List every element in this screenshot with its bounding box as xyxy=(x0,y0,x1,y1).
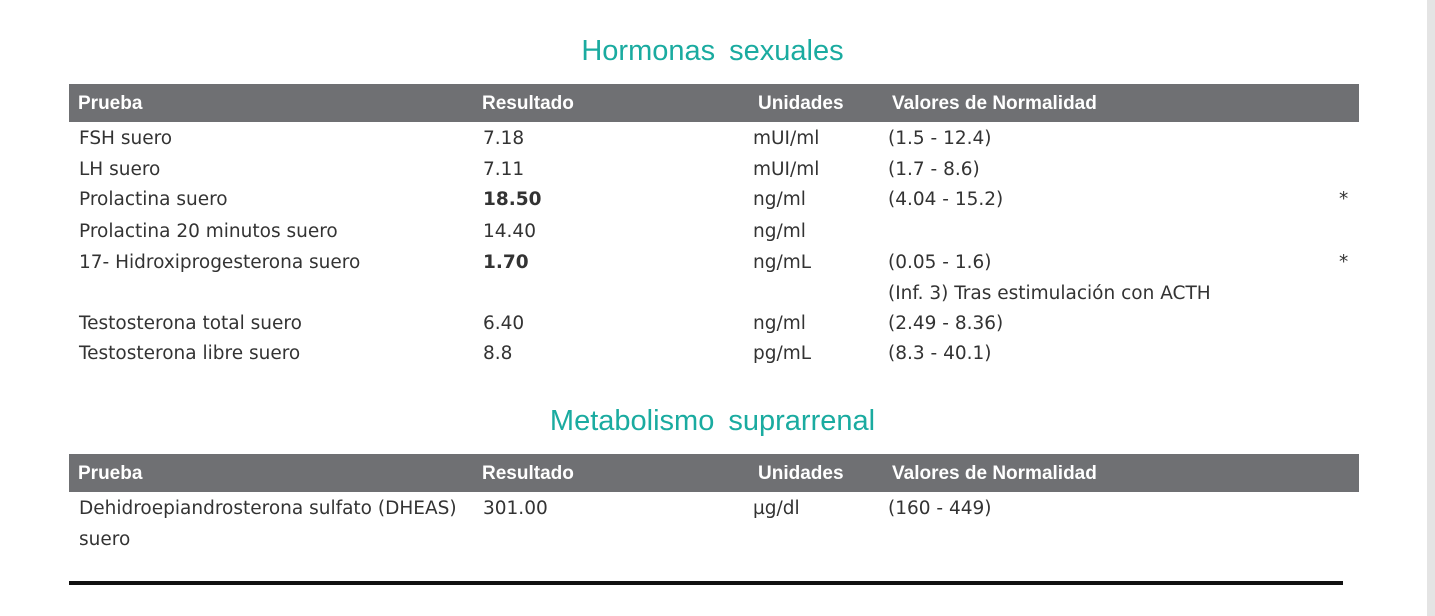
test-range: (0.05 - 1.6) xyxy=(888,252,992,273)
header-prueba: Prueba xyxy=(78,93,143,114)
bottom-divider xyxy=(69,581,1343,585)
test-units: ng/ml xyxy=(753,221,806,242)
test-range: (2.49 - 8.36) xyxy=(888,313,1004,334)
test-name: Prolactina 20 minutos suero xyxy=(79,221,338,242)
abnormal-flag: * xyxy=(1339,189,1349,210)
test-result: 301.00 xyxy=(483,498,548,519)
test-name-continued: suero xyxy=(79,529,131,550)
table-row xyxy=(69,221,1359,251)
header-resultado: Resultado xyxy=(482,463,574,484)
test-result: 7.18 xyxy=(483,128,525,149)
test-name: 17- Hidroxiprogesterona suero xyxy=(79,252,361,273)
test-result: 8.8 xyxy=(483,343,513,364)
test-result: 6.40 xyxy=(483,313,525,334)
header-valores: Valores de Normalidad xyxy=(892,463,1097,484)
test-units: ng/mL xyxy=(753,252,812,273)
test-name: FSH suero xyxy=(79,128,173,149)
table-row xyxy=(69,128,1359,158)
test-result: 18.50 xyxy=(483,189,542,210)
test-name: Dehidroepiandrosterona sulfato (DHEAS) xyxy=(79,498,457,519)
table-row xyxy=(69,159,1359,189)
table-row xyxy=(69,252,1359,312)
section-title-hormonas: Hormonas sexuales xyxy=(581,35,844,67)
header-resultado: Resultado xyxy=(482,93,574,114)
test-units: mUI/ml xyxy=(753,128,820,149)
test-units: µg/dl xyxy=(753,498,800,519)
table-header-hormonas xyxy=(69,84,1359,122)
test-range: (1.7 - 8.6) xyxy=(888,159,980,180)
table-row xyxy=(69,343,1359,373)
abnormal-flag: * xyxy=(1339,252,1349,273)
section-title-metabolismo: Metabolismo suprarrenal xyxy=(549,405,876,437)
header-unidades: Unidades xyxy=(758,463,844,484)
test-range: (160 - 449) xyxy=(888,498,992,519)
test-range: (4.04 - 15.2) xyxy=(888,189,1004,210)
test-name: Prolactina suero xyxy=(79,189,228,210)
test-result: 1.70 xyxy=(483,252,529,273)
test-name: Testosterona total suero xyxy=(79,313,302,334)
test-units: pg/mL xyxy=(753,343,812,364)
header-unidades: Unidades xyxy=(758,93,844,114)
table-header-metabolismo xyxy=(69,454,1359,492)
test-name: Testosterona libre suero xyxy=(79,343,301,364)
table-row xyxy=(69,498,1359,558)
header-valores: Valores de Normalidad xyxy=(892,93,1097,114)
header-prueba: Prueba xyxy=(78,463,143,484)
test-result: 7.11 xyxy=(483,159,525,180)
test-name: LH suero xyxy=(79,159,161,180)
test-units: mUI/ml xyxy=(753,159,820,180)
test-units: ng/ml xyxy=(753,189,806,210)
table-row xyxy=(69,313,1359,343)
table-row xyxy=(69,189,1359,219)
test-result: 14.40 xyxy=(483,221,536,242)
test-units: ng/ml xyxy=(753,313,806,334)
right-edge-strip xyxy=(1427,0,1435,616)
test-range: (1.5 - 12.4) xyxy=(888,128,992,149)
test-range: (8.3 - 40.1) xyxy=(888,343,992,364)
test-range-note: (Inf. 3) Tras estimulación con ACTH xyxy=(888,283,1211,304)
